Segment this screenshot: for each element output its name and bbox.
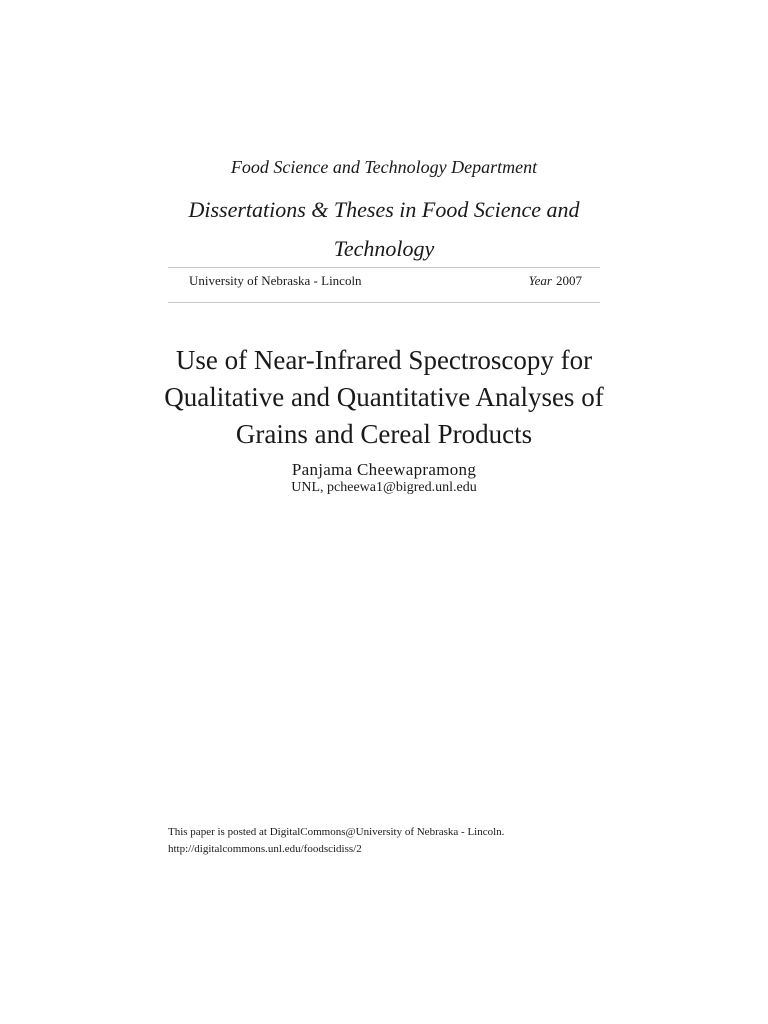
header-bottom-rule: [168, 302, 600, 303]
series-title-line1: Dissertations & Theses in Food Science and: [188, 197, 580, 222]
series-title-line2: Technology: [333, 236, 435, 261]
paper-title-line3: Grains and Cereal Products: [235, 419, 533, 449]
department-name: Food Science and Technology Department: [230, 157, 538, 177]
university-name: University of Nebraska - Lincoln: [189, 273, 362, 288]
paper-title: [140, 342, 628, 453]
header-top-rule: [168, 267, 600, 268]
publication-year: [529, 273, 582, 289]
repository-link[interactable]: http://digitalcommons.unl.edu/foodscidiss/2: [168, 843, 362, 855]
footer-note: [168, 824, 504, 858]
year-label: Year: [528, 273, 552, 288]
author-name: Panjama Cheewapramong: [291, 460, 477, 479]
posted-note: This paper is posted at DigitalCommons@University of Nebraska - Lincoln.: [168, 826, 505, 838]
paper-title-line2: Qualitative and Quantitative Analyses of: [164, 382, 604, 412]
year-value: 2007: [556, 273, 582, 288]
paper-title-line1: Use of Near-Infrared Spectroscopy for: [175, 345, 593, 375]
series-title: [160, 190, 608, 268]
author-affiliation: UNL, pcheewa1@bigred.unl.edu: [291, 480, 477, 495]
